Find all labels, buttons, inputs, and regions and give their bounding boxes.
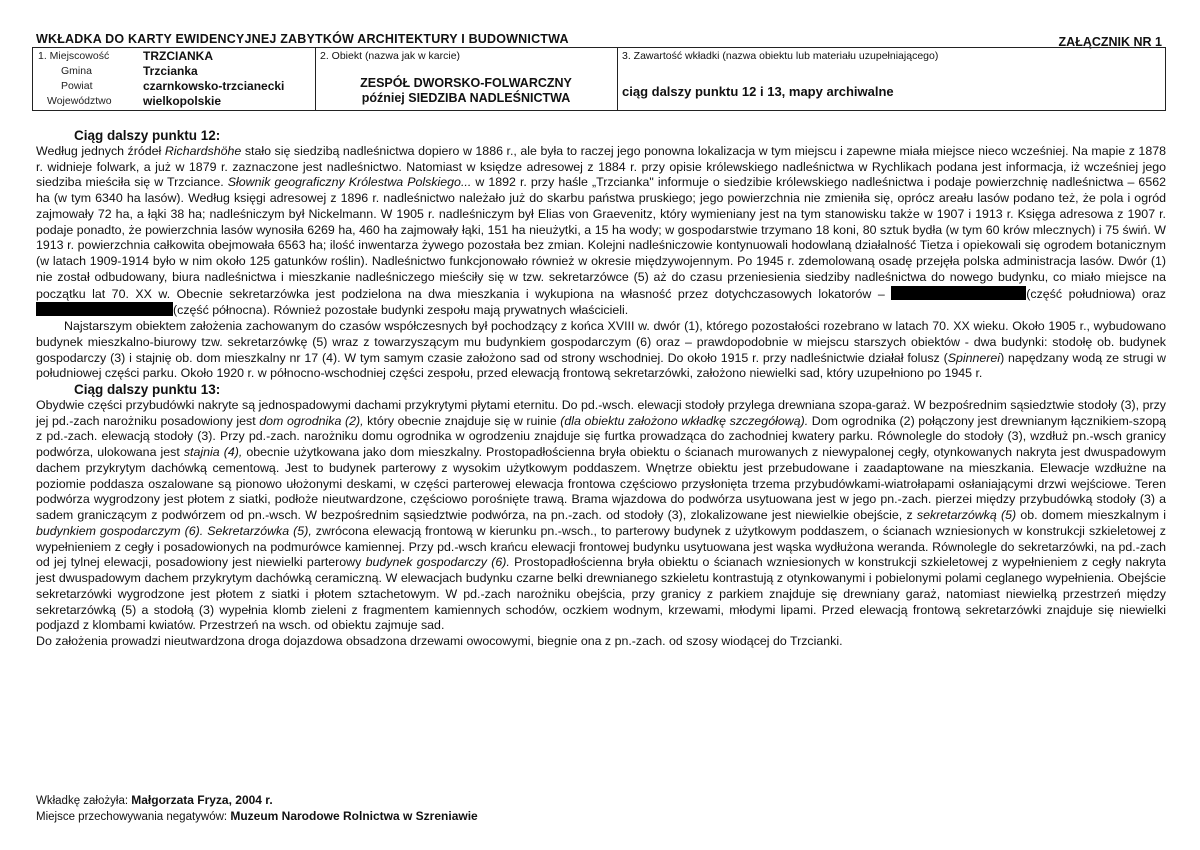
miejscowosc-label: 1. Miejscowość bbox=[38, 50, 110, 62]
text-run: Dom ogrodnika (2) połączony jest drewnianym łącznikiem-szopą z pd.-zach. elewacją stodoły (3). Przy pd.-zach. narożniku domu ogrodnika w ogrodzeniu znajduje się furtka prowadząca do zachodniej kwatery parku. Równolegle do stodoły (3), wzdłuż pn.-wsch granicy podwórza, ulokowana jest bbox=[36, 413, 1166, 459]
object-name bbox=[315, 76, 617, 106]
gmina-label: Gmina bbox=[61, 65, 92, 77]
text-run: stało się siedzibą nadleśnictwa dopiero w 1886 r., ale była to raczej jego ponowna lokalizacja w tym miejscu i zapewne miała miejsce nieco wcześniej. Na mapie z 1878 r. widnieje folwark, a już w 1879 r. zaznaczone jest nadleśnictwo. Natomiast w księdze adresowej z 1884 r. przy opisie królewskiego nadleśnictwa w Rychlikach podana jest informacja, iż wcześniej jego siedziba mieściła się w Trzciance. bbox=[36, 143, 1166, 190]
object-name-line1: ZESPÓŁ DWORSKO-FOLWARCZNY bbox=[360, 76, 572, 90]
text-run: ) napędzany wodą ze strugi w południowej części parku. Około 1920 r. w północno-wschodniej części zespołu, przed elewacją frontową sekretarzówki, założono niewielki sad, który uzupełniono po 1945 r. bbox=[36, 350, 1167, 381]
content-cell bbox=[617, 48, 1165, 110]
footer-author bbox=[36, 793, 273, 807]
text-run-italic: budynkiem gospodarczym (6). Sekretarzówka (5), bbox=[36, 523, 312, 538]
text-run: Najstarszym obiektem założenia zachowanym do czasów współczesnych był pochodzący z końca XVIII w. dwór (1), którego pozostałości rozebrano w latach 70. XX wieku. Około 1905 r., wybudowano budynek mieszkalno-biurowy tzw. sekretarzówkę (5) wraz z towarzyszącym mu budynkiem gospodarczym (6) oraz – prawdopodobnie w miejscu starszych obiektów - dwa budynki: stodołę ob. budynek gospodarczy (3) i stajnię ob. dom mieszkalny nr 17 (4). W tym samym czasie założono sad od strony wschodniej. Do około 1915 r. przy nadleśnictwie działał folusz ( bbox=[36, 319, 1166, 365]
author-label: Wkładkę założyła: bbox=[36, 795, 129, 807]
header-table bbox=[32, 47, 1166, 111]
redaction-block bbox=[891, 286, 1026, 300]
section-12-paragraph-2 bbox=[36, 319, 1166, 382]
text-run: Według jednych źródeł bbox=[36, 143, 165, 158]
section-13-paragraph-2: Do założenia prowadzi nieutwardzona droga dojazdowa obsadzona drzewami owocowymi, biegnie ona z pn.-zach. od szosy wiodącej do Trzcianki. bbox=[36, 634, 843, 648]
text-run: w 1892 r. przy haśle „Trzcianka" informuje o siedzibie królewskiego nadleśnictwa i podaje powierzchnię nadleśnictwa – 6562 ha (w tym 6340 ha lasów). Według księgi adresowej z 1896 r. nadleśnictwo należało już do skarbu państwa pruskiego; jego powierzchnia nie zmieniła się, oprócz areału lasów podano też, że pola i ogród zajmowały 72 ha, a łąki 38 ha; nadleśniczym był Nickelmann. W 1905 r. nadleśniczym był Elias von Graevenitz, który wymieniany jest na tym stanowisku także w 1907 i 1913 r. Księga adresowa z 1907 r. podaje ponadto, że powierzchnia lasów wynosiła 6269 ha, 460 ha zajmowały łąki, 151 ha nieużytki, a 15 ha wody; w gospodarstwie trzymano 18 koni, 80 sztuk bydła (w tym 60 krów mlecznych) i 75 świń. W 1913 r. powierzchnia całkowita obejmowała 6563 ha; ilość inwentarza żywego pozostała bez zmian. Kolejni nadleśniczowie kontynuowali hodowlaną działalność Tietza i opiekowali się ogrodem botanicznym (w latach 1909-1914 było w nim około 125 gatunków roślin). Nadleśnictwo funkcjonowało również w okresie międzywojennym. Po 1945 r. zdemolowaną osadę przejęła polska administracja lasów. Dwór (1) nie został odbudowany, biura nadleśnictwa i mieszkanie nadleśniczego mieściły się w tzw. sekretarzówce (5) aż do czasu przeniesienia siedziby nadleśnictwa do nowego budynku, co miało miejsce na początku lat 70. XX w. Obecnie sekretarzówka jest podzielona na dwa mieszkania i wykupiona na własność przez dotychczasowych lokatorów – bbox=[36, 175, 1166, 301]
powiat-label: Powiat bbox=[61, 80, 93, 92]
miejscowosc-value: TRZCIANKA bbox=[143, 49, 213, 63]
footer-storage bbox=[36, 809, 478, 823]
document-title: WKŁADKA DO KARTY EWIDENCYJNEJ ZABYTKÓW ARCHITEKTURY I BUDOWNICTWA bbox=[36, 32, 569, 46]
section-12-paragraph-1 bbox=[36, 144, 1166, 319]
text-run-italic: Słownik geograficzny Królestwa Polskiego... bbox=[227, 175, 472, 190]
text-run: (część północna). Również pozostałe budynki zespołu mają prywatnych właścicieli. bbox=[173, 303, 629, 318]
text-run: zwrócona elewacją frontową w kierunku pn.-wsch., to parterowy budynek z użytkowym poddaszem, o ścianach wzniesionych w konstrukcji szkieletowej z wypełnieniem z cegły i posadowionych na podmurówce kamiennej. Przy pd.-wsch krańcu elewacji frontowej budynku usytuowana jest wąska wydłużona weranda. Równolegle do sekretarzówki, na pd.-zach od jej tylnej elewacji, posadowiony jest niewielki parterowy bbox=[36, 523, 1166, 570]
text-run: Prostopadłościenna bryła obiektu o ścianach wzniesionych w konstrukcji szkieletowej z wypełnieniem z cegły nakryta jest dwuspadowym dachem przykrytym dachówką ceramiczną. W elewacjach budynku czarne belki drewnianego szkieletu kontrastują z otynkowanymi i pobielonymi polami ceglanego wypełnienia. Obejście sekretarzówki wygrodzone jest płotem z siatki i płotem sztachetowym. W pd.-zach narożniku obejścia, przy granicy z parkiem znajduje się drewniany garaż, natomiast niewielką przestrzeń między sekretarzówką (5) a stodołą (3) wypełnia klomb zieleni z fragmentem kamiennych schodów, oczkiem wodnym, krzewami, młodymi lipami. Przed elewacją frontową sekretarzówki znajduje się niewielki podjazd z klombami kwiatów. Przestrzeń na wsch. od obiektu zajmuje sad. bbox=[36, 555, 1167, 633]
text-run-italic: dom ogrodnika (2), bbox=[259, 413, 364, 428]
document-body bbox=[36, 128, 1166, 650]
object-caption: 2. Obiekt (nazwa jak w karcie) bbox=[320, 50, 461, 62]
attachment-number: ZAŁĄCZNIK NR 1 bbox=[1058, 35, 1162, 49]
author-value: Małgorzata Fryza, 2004 r. bbox=[131, 793, 273, 807]
text-run-italic: sekretarzówką (5) bbox=[916, 508, 1017, 522]
section-13-heading: Ciąg dalszy punktu 13: bbox=[74, 382, 221, 397]
text-run: Obydwie części przybudówki nakryte są jednospadowymi dachami przykrytymi płytami eternitu. Do pd.-wsch. elewacji stodoły przylega drewniana szopa-garaż. W bezpośrednim sąsiedztwie stodoły (3), przy jej pd.-zach narożniku posadowiony jest bbox=[36, 397, 1166, 428]
text-run: ob. domem mieszkalnym i bbox=[1016, 508, 1166, 522]
content-caption: 3. Zawartość wkładki (nazwa obiektu lub materiału uzupełniającego) bbox=[622, 50, 939, 62]
text-run-italic: Richardshöhe bbox=[164, 143, 242, 158]
object-cell bbox=[315, 48, 618, 110]
text-run-italic: Spinnerei bbox=[947, 350, 1001, 365]
section-13-paragraph-1 bbox=[36, 398, 1166, 634]
content-value: ciąg dalszy punktu 12 i 13, mapy archiwalne bbox=[622, 84, 894, 99]
text-run-italic: (dla obiektu założono wkładkę szczegółową). bbox=[560, 413, 809, 428]
text-run-italic: stajnia (4), bbox=[183, 445, 243, 459]
text-run: obecnie użytkowana jako dom mieszkalny. Prostopadłościenna bryła obiektu o ścianach murowanych z niewypalonej cegły, otynkowanych nakryta jest dwuspadowym dachem przykrytym dachówką cementową. Jest to budynek parterowy z wysokim użytkowym poddaszem. Wnętrze obiektu jest przebudowane i zaadaptowane na mieszkania. Elewacje wzdłużne na poziomie poddasza oszalowane są pionowo ułożonymi deskami, w części parterowej elewacja frontowa częściowo przysłonięta trzema przybudówkami-wiatrołapami osłaniającymi drzwi wejściowe. Teren podwórza wygrodzony jest płotem z siatki, podłoże nieutwardzone, częściowo porośnięte trawą. Brama wjazdowa do podwórza usytuowana jest w jego pn.-zach. pierzei między przybudówką stodoły (3) a sadem graniczącym z podwórzem od pn.-wsch. W bezpośrednim sąsiedztwie podwórza, na pn.-zach. od stodoły (3), zlokalizowane jest niewielkie obejście, z bbox=[36, 445, 1166, 522]
wojewodztwo-label: Województwo bbox=[47, 95, 112, 107]
storage-value: Muzeum Narodowe Rolnictwa w Szreniawie bbox=[230, 809, 478, 823]
section-12-heading: Ciąg dalszy punktu 12: bbox=[74, 128, 221, 143]
powiat-value: czarnkowsko-trzcianecki bbox=[143, 79, 285, 93]
redaction-block bbox=[36, 302, 173, 316]
text-run: który obecnie znajduje się w ruinie bbox=[363, 413, 561, 428]
text-run: (część południowa) oraz bbox=[1026, 286, 1166, 301]
object-name-line2: później SIEDZIBA NADLEŚNICTWA bbox=[361, 91, 571, 105]
location-cell bbox=[33, 48, 316, 110]
text-run-italic: budynek gospodarczy (6). bbox=[365, 555, 510, 570]
gmina-value: Trzcianka bbox=[143, 64, 198, 78]
wojewodztwo-value: wielkopolskie bbox=[143, 94, 222, 108]
storage-label: Miejsce przechowywania negatywów: bbox=[36, 811, 228, 823]
